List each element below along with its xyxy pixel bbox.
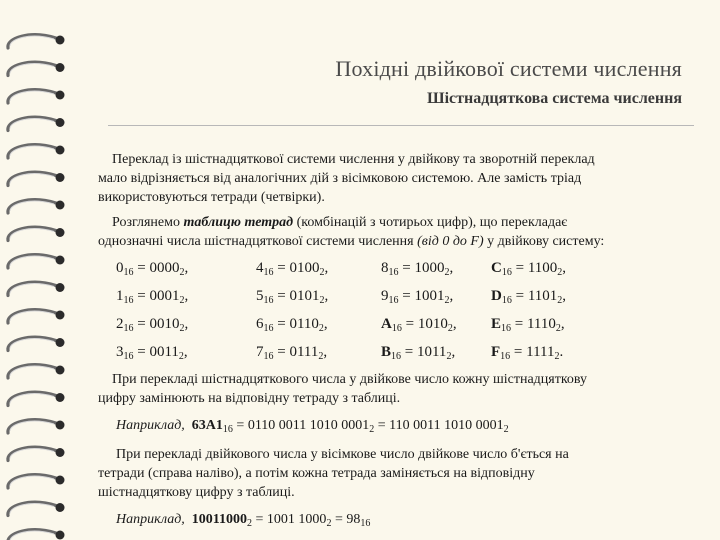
line: При перекладі шістнадцяткового числа у двійкове число кожну шістнадцяткову [112,372,588,387]
line: мало відрізняється від аналогічних дій з вісімковою системою. Але замість тріад [98,171,582,186]
line: однозначні числа шістнадцяткової системи числення (від 0 до F) у двійкову систему: [98,234,605,249]
line: При перекладі двійкового числа у вісімкове число двійкове число б'ється на [116,447,569,462]
tetrad-entry: $C_{16} = 1100_2$, [491,260,567,278]
tetrad-entry: $7_{16} = 0111_2$, [256,344,328,362]
paragraph-bin-to-hex [98,445,688,502]
binding-ring [8,117,65,130]
binding-ring [8,447,65,460]
line: цифру замінюють на відповідну тетраду з таблиці. [98,391,401,406]
binding-ring [8,282,65,295]
tetrad-entry: $6_{16} = 0110_2$, [256,316,328,334]
tetrad-table [116,259,682,366]
tetrad-entry: $1_{16} = 0001_2$, [116,288,189,306]
page-title: Похідні двійкової системи числення [335,56,682,81]
tetrad-entry: $5_{16} = 0101_2$, [256,288,329,306]
line: тетради (справа наліво), а потім кожна тетрада заміняється на відповідну [98,466,535,481]
binding-ring [8,62,65,75]
binding-ring [8,475,65,488]
example-2: Наприклад, $10011000_2 = 1001$ $1000_2 = 98_{16}$ [116,512,371,529]
tetrad-entry: $9_{16} = 1001_2$, [381,288,454,306]
tetrad-entry: $D_{16} = 1101_2$, [491,288,567,306]
tetrad-entry: $0_{16} = 0000_2$, [116,260,189,278]
line: Розглянемо таблицю тетрад (комбінацій з чотирьох цифр), що перекладає [112,215,568,230]
binding-ring [8,365,65,378]
binding-ring [8,420,65,433]
binding-ring [8,90,65,103]
tetrad-entry: $A_{16} = 1010_2$, [381,316,457,334]
emphasis: таблицю тетрад [183,215,294,230]
paragraph-intro [98,150,688,207]
binding-ring [8,337,65,350]
page-subtitle: Шістнадцяткова система числення [427,90,682,107]
binding-ring [8,145,65,158]
binding-ring [8,392,65,405]
binding-ring [8,227,65,240]
paragraph-hex-to-bin [98,370,688,408]
binding-ring [8,200,65,213]
line: Переклад із шістнадцяткової системи числення у двійкову та зворотній переклад [112,152,595,167]
title-divider [108,125,694,126]
tetrad-entry: $3_{16} = 0011_2$, [116,344,188,362]
line: шістнадцяткову цифру з таблиці. [98,485,295,500]
binding-ring [8,530,65,540]
tetrad-entry: $8_{16} = 1000_2$, [381,260,454,278]
tetrad-entry: $F_{16} = 1111_2$. [491,344,564,362]
binding-ring [8,172,65,185]
tetrad-entry: $E_{16} = 1110_2$, [491,316,565,334]
line: використовуються тетради (четвірки). [98,190,325,205]
paragraph-table-intro [98,213,688,251]
binding-ring [8,35,65,48]
slide-body [98,150,682,533]
tetrad-entry: $4_{16} = 0100_2$, [256,260,329,278]
tetrad-entry: $2_{16} = 0010_2$, [116,316,189,334]
binding-ring [8,255,65,268]
spiral-binding [0,0,70,540]
binding-ring [8,310,65,323]
tetrad-entry: $B_{16} = 1011_2$, [381,344,456,362]
binding-ring [8,502,65,515]
example-1: Наприклад, $63А1_{16} = 0110$ 0011 1010 $0001_2 = 110$ 0011 1010 $0001_2$ [116,418,509,435]
